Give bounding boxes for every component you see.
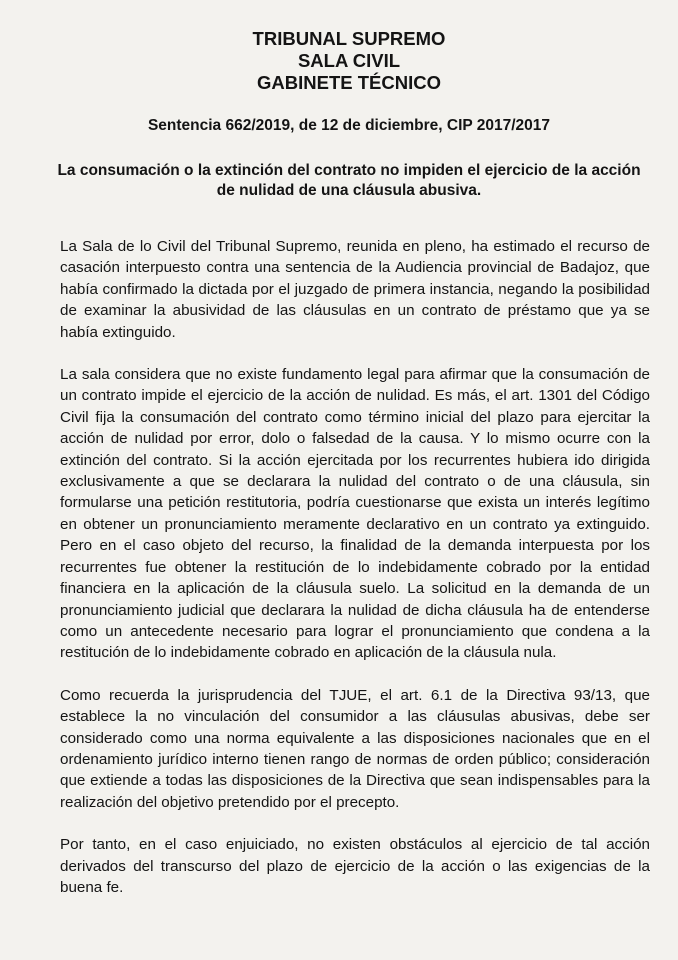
body-paragraph: Por tanto, en el caso enjuiciado, no existen obstáculos al ejercicio de tal acción derivados del transcurso del plazo de ejercicio de la acción o las exigencias de la buena fe. [60, 836, 650, 896]
court-name: TRIBUNAL SUPREMO [252, 28, 446, 49]
judgment-headline: La consumación o la extinción del contrato no impiden el ejercicio de la acción de nulidad de una cláusula abusiva. [57, 162, 641, 199]
body-paragraph: Como recuerda la jurisprudencia del TJUE, el art. 6.1 de la Directiva 93/13, que establece la no vinculación del consumidor a las cláusulas abusivas, debe ser considerado como una norma equivalente a las disposiciones nacionales que en el ordenamiento jurídico interno tienen rango de normas de orden público; consideración que extiende a todas las disposiciones de la Directiva que sean indispensables para la realización del objetivo pretendido por el precepto. [60, 686, 650, 811]
judgment-citation: Sentencia 662/2019, de 12 de diciembre, CIP 2017/2017 [147, 117, 551, 134]
body-paragraph: La Sala de lo Civil del Tribunal Supremo, reunida en pleno, ha estimado el recurso de casación interpuesto contra una sentencia de la Audiencia provincial de Badajoz, que había confirmado la dictada por el juzgado de primera instancia, negando la posibilidad de examinar la abusividad de las cláusulas en un contrato de préstamo que ya se había extinguido. [60, 238, 650, 341]
body-paragraph: La sala considera que no existe fundamento legal para afirmar que la consumación de un contrato impide el ejercicio de la acción de nulidad. Es más, el art. 1301 del Código Civil fija la consumación del contrato como término inicial del plazo para ejercitar la acción de nulidad por error, dolo o falsedad de la causa. Y lo mismo ocurre con la extinción del contrato. Si la acción ejercitada por los recurrentes hubiera ido dirigida exclusivamente a que se declarara la nulidad del contrato o de una cláusula, sin formularse una petición restitutoria, podría cuestionarse que exista un interés legítimo en obtener un pronunciamiento meramente declarativo en un contrato ya extinguido. Pero en el caso objeto del recurso, la finalidad de la demanda interpuesta por los recurrentes fue obtener la restitución de lo indebidamente cobrado por la entidad financiera en la aplicación de la cláusula suelo. La solicitud en la demanda de un pronunciamiento judicial que declarara la nulidad de dicha cláusula ha de entenderse como un antecedente necesario para lograr el pronunciamiento que condena a la restitución de lo indebidamente cobrado en aplicación de la cláusula nula. [60, 366, 650, 662]
document-body [60, 236, 650, 898]
court-header [48, 28, 650, 94]
office-name: GABINETE TÉCNICO [257, 72, 441, 93]
chamber-name: SALA CIVIL [297, 50, 401, 71]
